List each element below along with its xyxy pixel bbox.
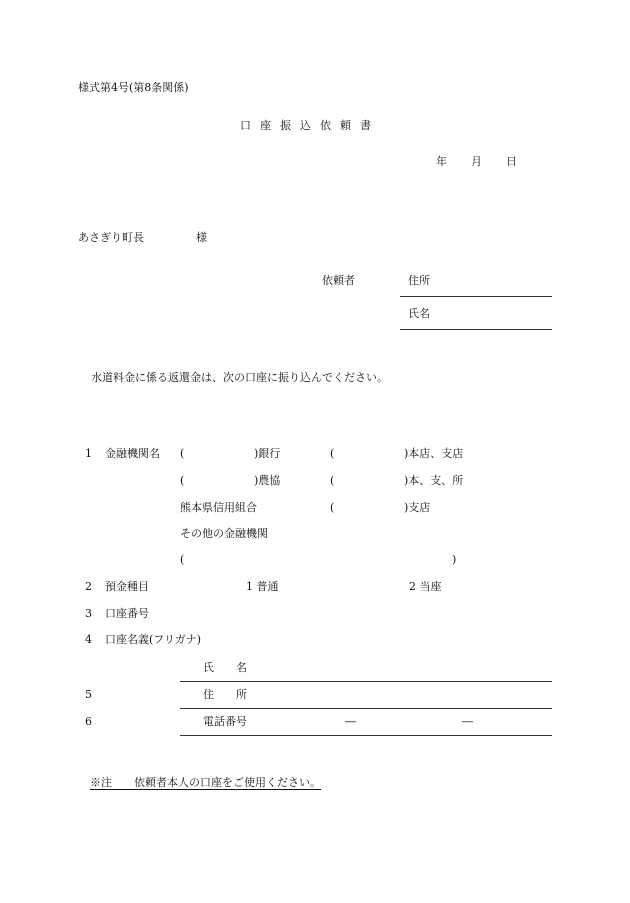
item-number-1: 1 — [85, 447, 92, 460]
shinkumi-label: 熊本県信用組合 — [180, 501, 257, 514]
account-type-label: 預金種目 — [105, 580, 149, 593]
requester-name-line[interactable] — [400, 329, 552, 330]
shinkumi-branch-open-paren: ( — [330, 501, 335, 514]
account-type-option-current[interactable]: 2 当座 — [409, 580, 442, 593]
footnote: ※注 依頼者本人の口座をご使用ください。 — [90, 776, 321, 789]
ja-branch-suffix: )本、支、所 — [404, 474, 464, 487]
holder-address-label: 住 所 — [203, 688, 247, 701]
account-type-option-ordinary[interactable]: 1 普通 — [246, 580, 279, 593]
holder-name-line[interactable] — [180, 681, 552, 682]
bank-label: 金融機関名 — [105, 447, 160, 460]
ja-name-suffix: )農協 — [254, 474, 281, 487]
bank-branch-suffix: )本店、支店 — [404, 447, 464, 460]
requester-address-line[interactable] — [400, 296, 552, 297]
other-bank-label: その他の金融機関 — [180, 527, 268, 540]
bank-branch-open-paren: ( — [330, 447, 335, 460]
addressee-honorific: 様 — [196, 231, 207, 244]
requester-address-label: 住所 — [408, 274, 430, 287]
phone-dash-2: ― — [462, 715, 473, 728]
item-number-5: 5 — [85, 688, 92, 701]
date-day-label: 日 — [506, 155, 517, 168]
page-title: 口座振込依頼書 — [240, 119, 380, 132]
bank-name-suffix: )銀行 — [254, 447, 281, 460]
phone-dash-1: ― — [345, 715, 356, 728]
requester-label: 依頼者 — [322, 274, 355, 287]
shinkumi-branch-suffix: )支店 — [404, 501, 431, 514]
holder-name-label: 氏 名 — [203, 661, 247, 674]
phone-label: 電話番号 — [203, 715, 247, 728]
holder-address-line[interactable] — [180, 708, 552, 709]
bank-name-open-paren: ( — [180, 447, 185, 460]
item-number-3: 3 — [85, 607, 92, 620]
statement-text: 水道料金に係る返還金は、次の口座に振り込んでください。 — [91, 371, 388, 384]
form-number: 様式第4号(第8条関係) — [78, 81, 189, 94]
date-year-label: 年 — [436, 155, 447, 168]
date-month-label: 月 — [471, 155, 482, 168]
item-number-2: 2 — [85, 580, 92, 593]
other-bank-open-paren: ( — [180, 553, 185, 566]
phone-line[interactable] — [180, 735, 552, 736]
other-bank-close-paren: ) — [452, 553, 457, 566]
item-number-6: 6 — [85, 715, 92, 728]
ja-name-open-paren: ( — [180, 474, 185, 487]
account-holder-label: 口座名義(フリガナ) — [105, 633, 202, 646]
account-number-label: 口座番号 — [105, 607, 149, 620]
item-number-4: 4 — [85, 633, 92, 646]
ja-branch-open-paren: ( — [330, 474, 335, 487]
requester-name-label: 氏名 — [408, 307, 430, 320]
addressee-name: あさぎり町長 — [78, 231, 144, 244]
